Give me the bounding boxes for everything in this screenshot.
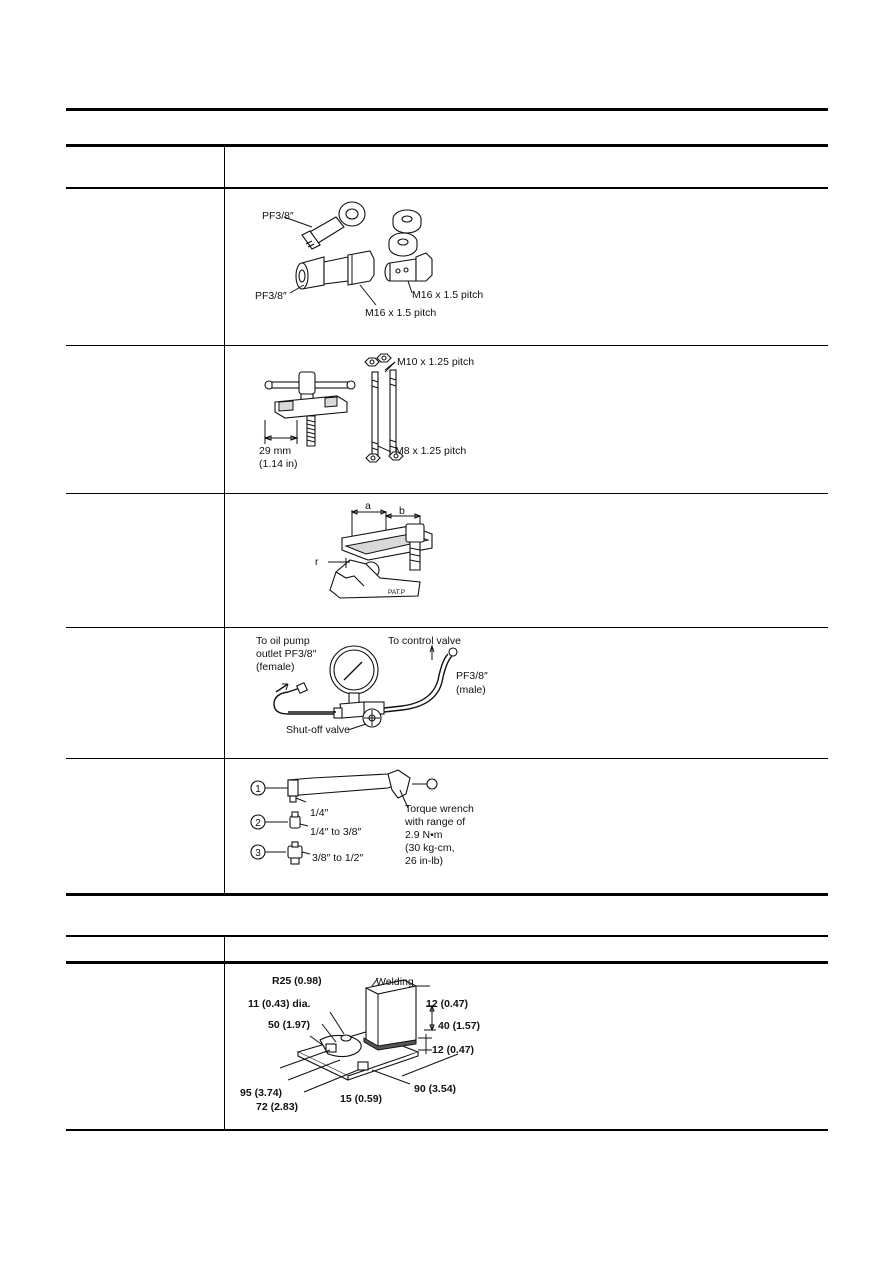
dim-a-label: a <box>365 500 371 512</box>
inlet-line1: To oil pump <box>256 635 310 647</box>
svg-text:3: 3 <box>255 848 261 859</box>
stud-m8 <box>390 370 396 454</box>
bracket-upright <box>364 980 416 1050</box>
svg-text:2: 2 <box>255 818 261 829</box>
oil-pressure-gauge-illustration <box>252 630 512 740</box>
male-fitting <box>449 648 457 656</box>
nut-top-right <box>377 354 391 362</box>
stud-m10 <box>372 372 378 456</box>
pulley-puller-illustration <box>310 498 450 608</box>
d95-label: 95 (3.74) <box>240 1087 283 1099</box>
r25-label: R25 (0.98) <box>272 975 322 987</box>
table1-column-divider <box>224 146 225 894</box>
outlet-line3: (male) <box>456 684 486 696</box>
female-fitting <box>297 683 308 694</box>
nut-bottom-left <box>366 454 380 462</box>
table2-bottom-rule <box>66 1129 828 1131</box>
dim-b-label: b <box>399 505 405 517</box>
adapter-1-4-to-3-8 <box>290 812 300 828</box>
d72-label: 72 (2.83) <box>256 1101 299 1113</box>
top-rule <box>66 108 828 111</box>
inlet-line3: (female) <box>256 661 295 673</box>
banjo-bolt <box>385 253 432 281</box>
torque-wrench-illustration <box>248 764 508 884</box>
stud-upper-label: M10 x 1.25 pitch <box>397 356 475 368</box>
row-divider-2 <box>66 493 828 494</box>
d12a-label: 12 (0.47) <box>426 998 469 1010</box>
inlet-line2: outlet PF3/8″ <box>256 648 317 660</box>
stamp-label: PAT.P <box>388 589 406 596</box>
wrench-line5: 26 in-lb) <box>405 855 443 867</box>
puller-illustration <box>245 350 515 480</box>
d90-label: 90 (3.54) <box>414 1083 457 1095</box>
table2-header-top-rule <box>66 935 828 937</box>
welded-bracket-illustration <box>238 968 518 1118</box>
fitting-a-label: PF3/8″ <box>262 210 294 222</box>
welding-label: Welding <box>376 976 414 988</box>
drive2-label: 1/4″ to 3/8″ <box>310 826 362 838</box>
header-bottom-rule <box>66 187 828 189</box>
torque-wrench-body <box>288 770 437 802</box>
banjo-fitting <box>302 202 365 249</box>
drive1-label: 1/4″ <box>310 807 329 819</box>
d15-label: 15 (0.59) <box>340 1093 383 1105</box>
thread-b-label: M16 x 1.5 pitch <box>365 307 437 319</box>
header-top-rule <box>66 144 828 147</box>
dim-mm-label: 29 mm <box>259 445 292 457</box>
puller-body <box>330 524 432 598</box>
dim-r-label: r <box>315 556 319 568</box>
item-2-badge <box>251 815 265 829</box>
fitting-b-label: PF3/8″ <box>255 290 287 302</box>
table2-column-divider <box>224 937 225 1130</box>
shut-off-valve-label: Shut-off valve <box>286 724 351 736</box>
outlet-line2: PF3/8″ <box>456 670 488 682</box>
item-3-badge <box>251 845 265 859</box>
d40-label: 40 (1.57) <box>438 1020 481 1032</box>
adapter-3-8-to-1-2 <box>288 842 302 864</box>
d12b-label: 12 (0.47) <box>432 1044 475 1056</box>
outlet-line1: To control valve <box>388 635 461 647</box>
washer-1 <box>393 210 421 233</box>
row-divider-1 <box>66 345 828 346</box>
nut-top-left <box>365 358 379 366</box>
union-adapter <box>296 251 374 289</box>
row-divider-3 <box>66 627 828 628</box>
pressure-gauge-dial <box>330 646 378 705</box>
hole-label: 11 (0.43) dia. <box>248 998 311 1010</box>
wrench-line3: 2.9 N•m <box>405 829 443 841</box>
table2-header-bottom-rule <box>66 961 828 964</box>
wrench-line4: (30 kg-cm, <box>405 842 455 854</box>
stud-lower-label: M8 x 1.25 pitch <box>395 445 467 457</box>
washer-2 <box>389 233 417 256</box>
dim-in-label: (1.14 in) <box>259 458 298 470</box>
row-divider-4 <box>66 758 828 759</box>
drive3-label: 3/8″ to 1/2″ <box>312 852 364 864</box>
table1-bottom-rule <box>66 893 828 896</box>
t-handle-puller <box>265 372 355 446</box>
wrench-line1: Torque wrench <box>405 803 474 815</box>
thread-a-label: M16 x 1.5 pitch <box>412 289 484 301</box>
d50-label: 50 (1.97) <box>268 1019 311 1031</box>
wrench-line2: with range of <box>405 816 466 828</box>
adapter-set-illustration <box>240 195 520 330</box>
svg-text:1: 1 <box>255 784 261 795</box>
item-1-badge <box>251 781 265 795</box>
